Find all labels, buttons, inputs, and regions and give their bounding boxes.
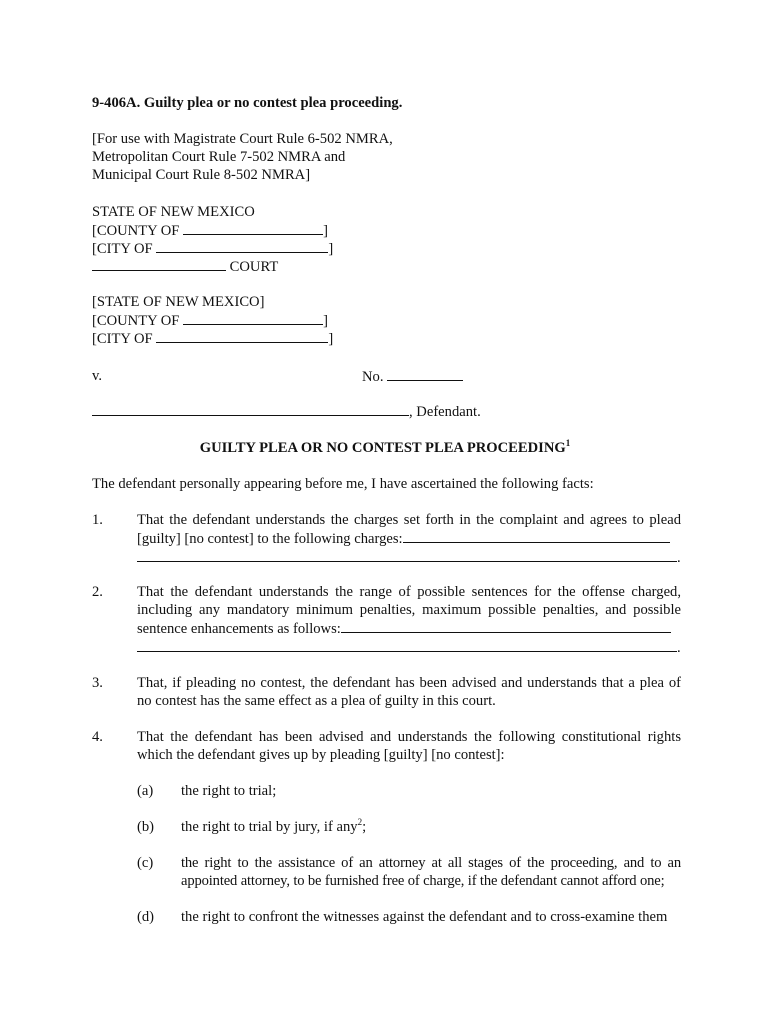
caption-state-alt: [STATE OF NEW MEXICO] <box>92 294 265 310</box>
caption-court-row <box>92 257 278 276</box>
use-note-line-3: Municipal Court Rule 8-502 NMRA] <box>92 167 311 183</box>
defendant-row <box>92 402 481 421</box>
caption-state: STATE OF NEW MEXICO <box>92 204 255 220</box>
right-b-footnote-marker: 2 <box>357 817 363 827</box>
court-blank-field[interactable] <box>92 257 226 271</box>
item-1-body: That the defendant understands the charges set forth in the complaint and agrees to plead [guilty] [no contest] to the following charges: <box>137 512 681 547</box>
right-b-row <box>181 818 681 836</box>
period: . <box>677 640 681 656</box>
caption-county-label: [COUNTY OF <box>92 223 180 239</box>
defendant-label: , Defendant. <box>409 404 481 420</box>
right-letter: (d) <box>137 909 155 925</box>
county-blank-field-2[interactable] <box>183 311 323 325</box>
right-b-tail: ; <box>362 819 367 835</box>
item-number: 3. <box>92 675 103 691</box>
versus-label: v. <box>92 368 102 384</box>
item-2-text <box>137 583 681 638</box>
charges-blank-field-2[interactable] <box>137 548 677 562</box>
item-number: 2. <box>92 584 103 600</box>
right-letter: (a) <box>137 783 154 799</box>
right-b-text: the right to trial by jury, if any <box>181 819 358 835</box>
charges-blank-row-2 <box>137 548 681 567</box>
sentences-blank-row-2 <box>137 638 681 657</box>
title-footnote-marker: 1 <box>565 438 571 448</box>
caption-county-label-2: [COUNTY OF <box>92 313 180 329</box>
item-number: 1. <box>92 512 103 528</box>
rule-heading: 9-406A. Guilty plea or no contest plea proceeding. <box>92 95 403 111</box>
caption-court-label: COURT <box>229 259 279 275</box>
right-c-text: the right to the assistance of an attorney at all stages of the proceeding, and to an appointed attorney, to be furnished free of charge, if the defendant cannot afford one; <box>181 855 681 889</box>
sentences-blank-field-2[interactable] <box>137 638 677 652</box>
bracket-close: ] <box>323 313 328 329</box>
caption-city-row-2 <box>92 329 333 348</box>
county-blank-field[interactable] <box>183 221 323 235</box>
case-number-row <box>362 367 463 386</box>
item-4-text: That the defendant has been advised and understands the following constitutional rights which the defendant gives up by pleading [guilty] [no contest]: <box>137 729 681 763</box>
charges-blank-field[interactable] <box>403 529 670 543</box>
caption-county-row-2 <box>92 311 328 330</box>
defendant-name-blank-field[interactable] <box>92 402 409 416</box>
document-title-row <box>0 439 770 457</box>
document-title: GUILTY PLEA OR NO CONTEST PLEA PROCEEDING <box>199 440 566 456</box>
use-note-line-2: Metropolitan Court Rule 7-502 NMRA and <box>92 149 346 165</box>
caption-city-label-2: [CITY OF <box>92 331 153 347</box>
caption-city-row <box>92 239 333 258</box>
item-3-text: That, if pleading no contest, the defendant has been advised and understands that a plea of no contest has the same effect as a plea of guilty in this court. <box>137 675 681 709</box>
right-letter: (b) <box>137 819 155 835</box>
bracket-close: ] <box>323 223 328 239</box>
city-blank-field-2[interactable] <box>156 329 328 343</box>
item-number: 4. <box>92 729 103 745</box>
caption-county-row <box>92 221 328 240</box>
bracket-close: ] <box>328 241 334 257</box>
caption-city-label: [CITY OF <box>92 241 153 257</box>
period: . <box>677 550 681 566</box>
intro-text: The defendant personally appearing before me, I have ascertained the following facts: <box>92 476 594 492</box>
right-d-text: the right to confront the witnesses against the defendant and to cross-examine them <box>181 909 668 925</box>
right-letter: (c) <box>137 855 154 871</box>
case-number-blank-field[interactable] <box>387 367 463 381</box>
city-blank-field[interactable] <box>156 239 328 253</box>
right-a-text: the right to trial; <box>181 783 277 799</box>
item-1-text <box>137 511 681 548</box>
case-number-label: No. <box>362 369 384 385</box>
item-2-body: That the defendant understands the range of possible sentences for the offense charged, including any mandatory minimum penalties, maximum possible penalties, and possible sentence enhancements as follows: <box>137 584 681 637</box>
bracket-close: ] <box>328 331 334 347</box>
use-note-line-1: [For use with Magistrate Court Rule 6-502 NMRA, <box>92 131 393 147</box>
sentences-blank-field[interactable] <box>341 619 671 633</box>
